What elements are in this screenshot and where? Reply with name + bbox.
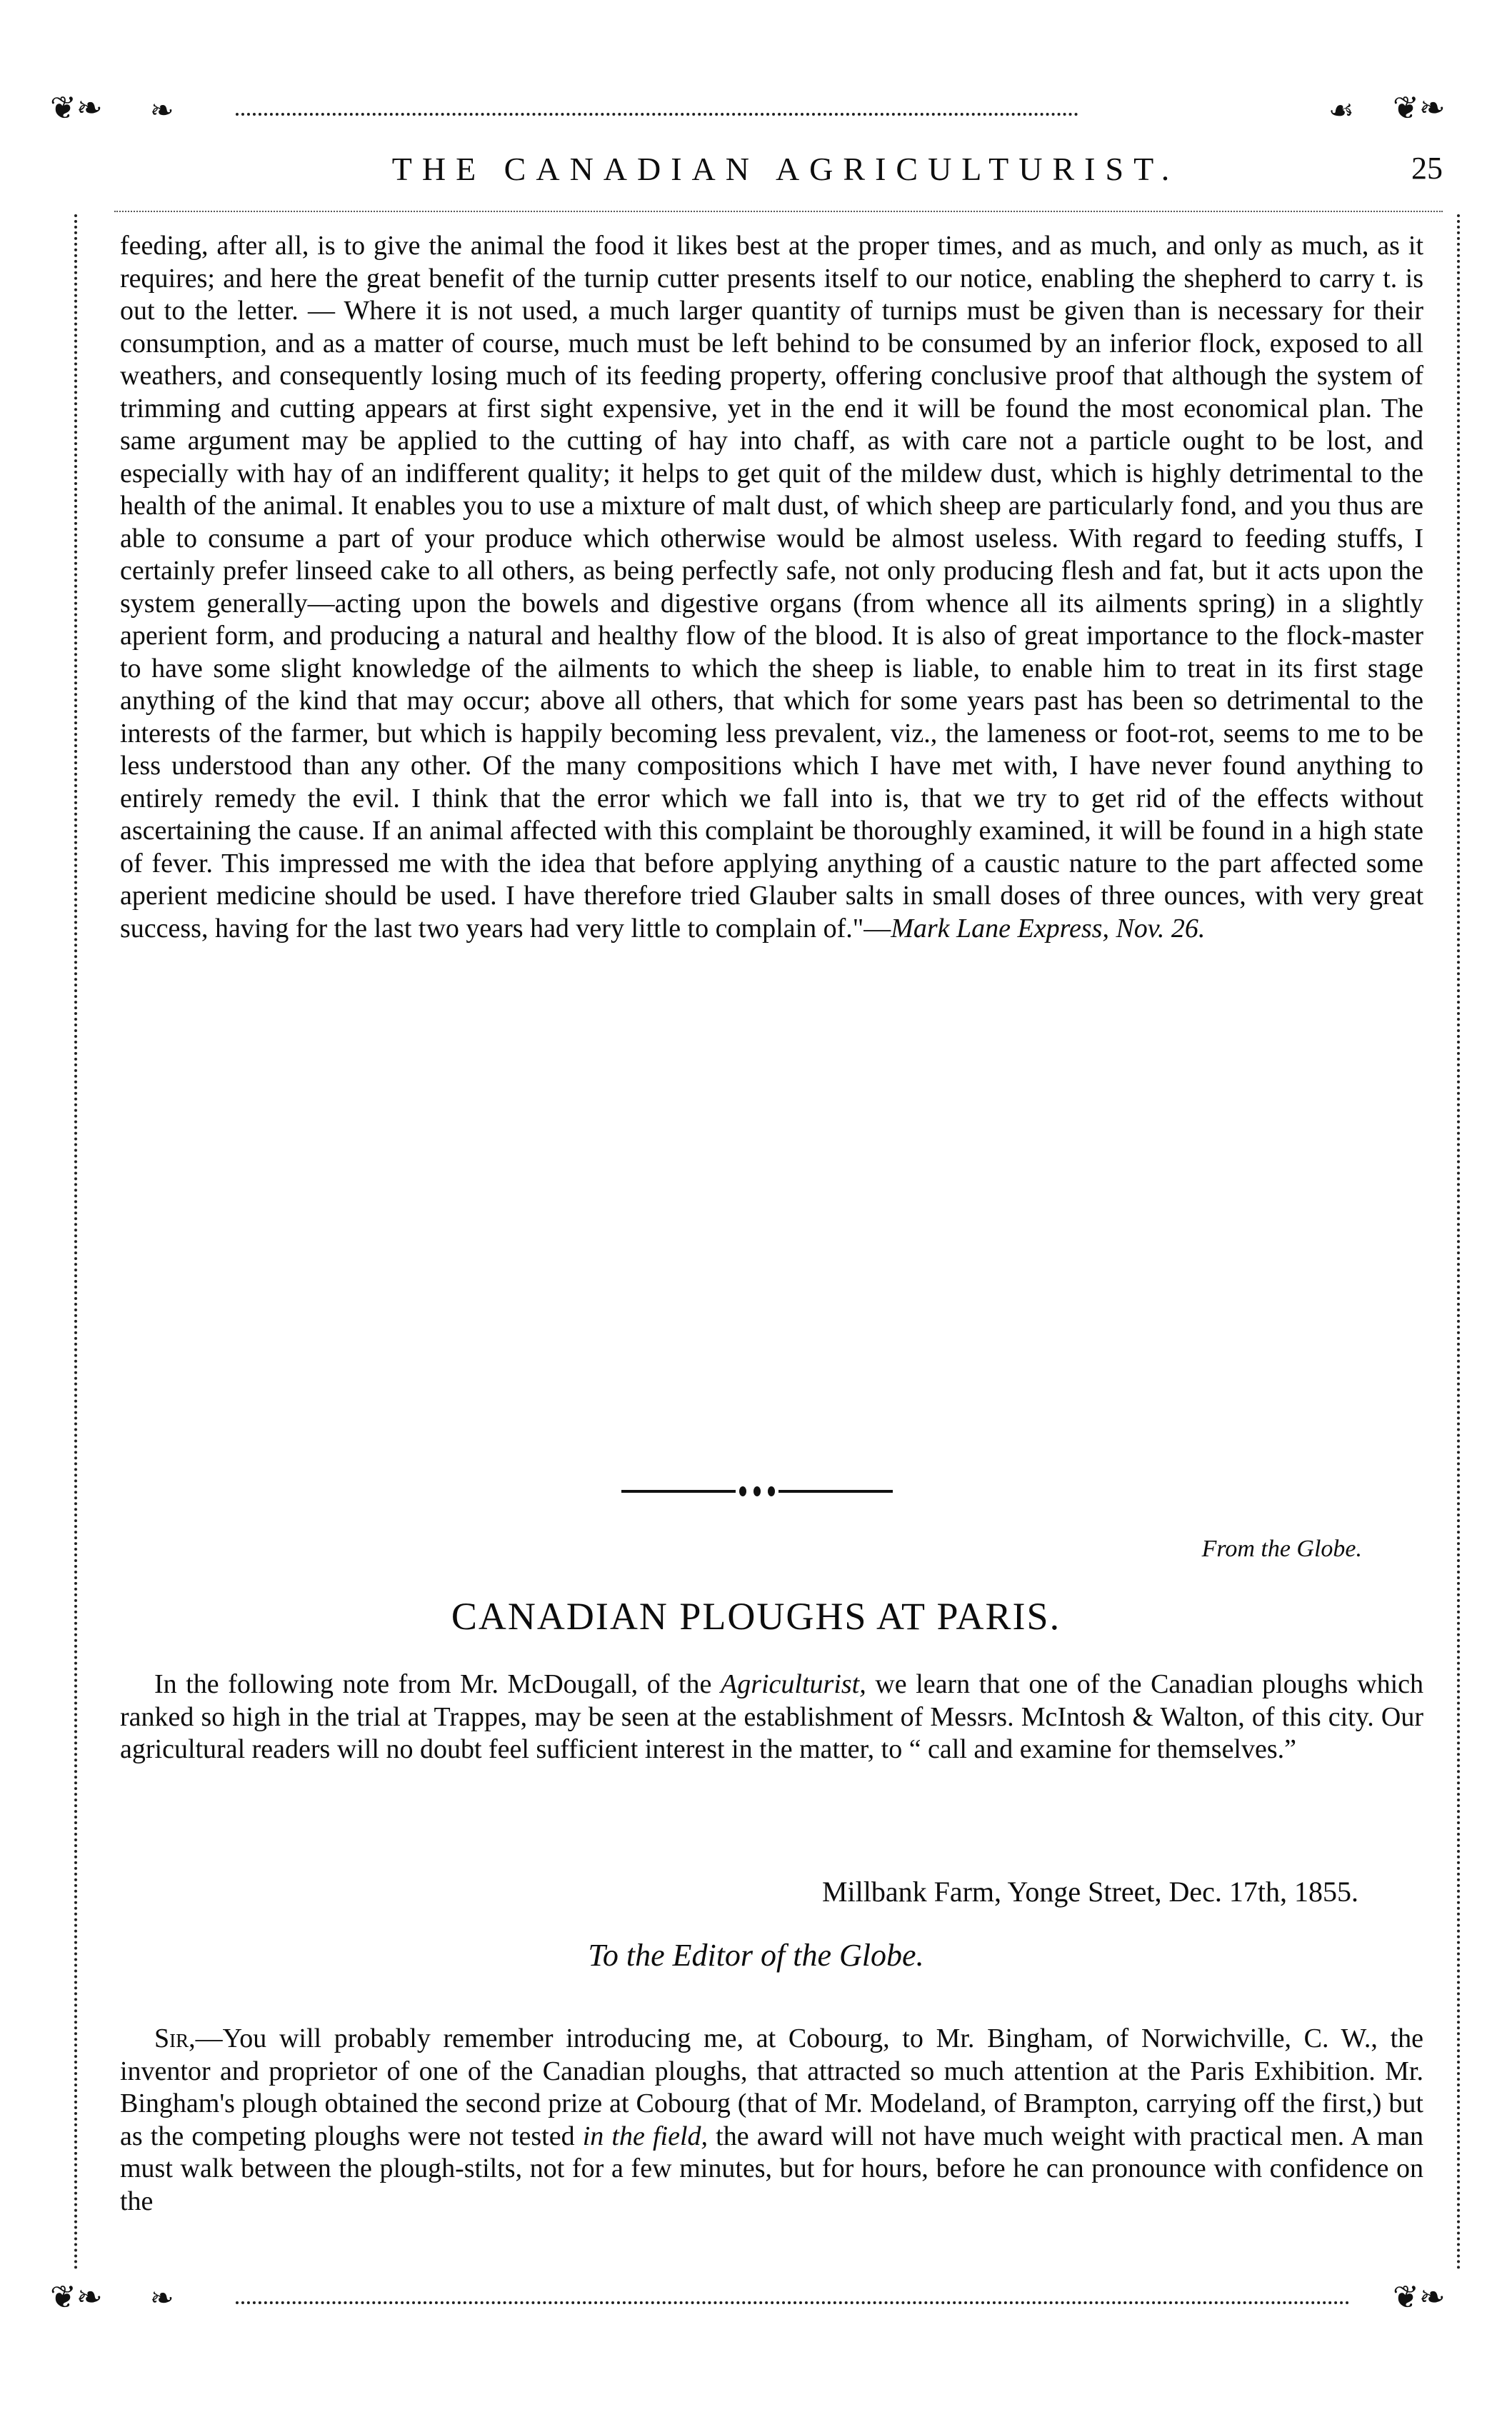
- dateline: Millbank Farm, Yonge Street, Dec. 17th, 1855.: [821, 1876, 1358, 1908]
- intro-text-end: we learn that one of the Canadian ploughs which ranked so high in the trial at Trappes, may be seen at the establishment of Messrs. McIntosh & Walton, of this city. Our agricultural readers will no doubt feel sufficient interest in the matter, to “ call and examine for themselves.”: [120, 1669, 1423, 1764]
- letter-text: —You will probably remember introducing me, at Cobourg, to Mr. Bingham, of Norwichville, C. W., the inventor and proprietor of one of the Canadian ploughs, that attracted so much attention at the Paris Exhibition. Mr. Bingham's plough obtained the second prize at Cobourg (that of Mr. Modeland, of Brampton, carrying off the first,) but as the competing ploughs were not tested: [120, 2023, 1423, 2151]
- scroll-ornament-icon: ☙: [1328, 94, 1354, 126]
- corner-flourish-icon: ❦❧: [50, 2280, 103, 2315]
- separator-dot: [754, 1486, 761, 1496]
- intro-block: [120, 1668, 1423, 1766]
- article-continuation: [120, 230, 1423, 945]
- scroll-ornament-icon: ❧: [150, 2282, 174, 2314]
- separator-bar: [621, 1490, 736, 1493]
- section-separator: [621, 1486, 893, 1496]
- letter-text-end: the award will not have much weight with practical men. A man must walk between the plough-stilts, not for a few minutes, but for hours, before he can pronounce with confidence on the: [120, 2121, 1424, 2216]
- top-border-rule: [236, 113, 1078, 116]
- separator-dot: [768, 1486, 775, 1496]
- separator-dot: [739, 1486, 746, 1496]
- intro-italic: Agriculturist,: [721, 1669, 866, 1699]
- running-head: [114, 150, 1457, 193]
- intro-paragraph: [120, 1668, 1423, 1766]
- scroll-ornament-icon: ❧: [150, 94, 174, 126]
- corner-flourish-icon: ❦❧: [50, 91, 103, 126]
- corner-flourish-icon: ❦❧: [1393, 2280, 1446, 2315]
- letter-sir: Sir,: [154, 2023, 196, 2053]
- intro-text: In the following note from Mr. McDougall, of the: [154, 1669, 721, 1699]
- letter-block: [120, 2023, 1423, 2218]
- journal-title: THE CANADIAN AGRICULTURIST.: [391, 151, 1180, 187]
- corner-flourish-icon: ❦❧: [1393, 91, 1446, 126]
- head-rule: [114, 211, 1443, 212]
- separator-bar: [778, 1490, 893, 1493]
- letter-italic: in the field,: [582, 2121, 709, 2151]
- article-paragraph: [120, 230, 1423, 945]
- bottom-border-rule: [236, 2301, 1350, 2304]
- section-title: CANADIAN PLOUGHS AT PARIS.: [451, 1595, 1061, 1638]
- article-body: feeding, after all, is to give the animal the food it likes best at the proper times, and as much, and only as much, as it requires; and here the great benefit of the turnip cutter presents itself to our notice, enabling the shepherd to carry t. is out to the letter. — Where it is not used, a much larger quantity of turnips must be given than is necessary for their consumption, and as a matter of course, much must be left behind to be consumed by an inferior flock, exposed to all weathers, and consequently losing much of its feeding property, offering conclusive proof that although the system of trimming and cutting appears at first sight expensive, yet in the end it will be found the most economical plan. The same argument may be applied to the cutting of hay into chaff, as with care not a particle ought to be lost, and especially with hay of an indifferent quality; it helps to get quit of the mildew dust, which is highly detrimental to the health of the animal. It enables you to use a mixture of malt dust, of which sheep are particularly fond, and you thus are able to consume a part of your produce which otherwise would be almost useless. With regard to feeding stuffs, I certainly prefer linseed cake to all others, as being perfectly safe, not only producing flesh and fat, but it acts upon the system generally—acting upon the bowels and digestive organs (from whence all its ailments spring) in a slightly aperient form, and producing a natural and healthy flow of the blood. It is also of great importance to the flock-master to have some slight knowledge of the ailments to which the sheep is liable, to enable him to treat in its first stage anything of the kind that may occur; above all others, that which for some years past has been so detrimental to the interests of the farmer, but which is happily becoming less prevalent, viz., the lameness or foot-rot, seems to me to be less understood than any other. Of the many compositions which I have met with, I have never found anything to entirely remedy the evil. I think that the error which we fall into is, that we try to get rid of the effects without ascertaining the cause. If an animal affected with this complaint be thoroughly examined, it will be found in a high state of fever. This impressed me with the idea that before applying anything of a caustic nature to the part affected some aperient medicine should be used. I have therefore tried Glauber salts in small doses of three ounces, with very great success, having for the last two years had very little to complain of."—: [120, 231, 1423, 944]
- source-label: From the Globe.: [1201, 1536, 1362, 1562]
- salutation-heading: To the Editor of the Globe.: [588, 1938, 924, 1973]
- letter-paragraph: [120, 2023, 1423, 2218]
- article-source: Mark Lane Express, Nov. 26.: [891, 913, 1206, 944]
- page-number: 25: [1411, 151, 1443, 186]
